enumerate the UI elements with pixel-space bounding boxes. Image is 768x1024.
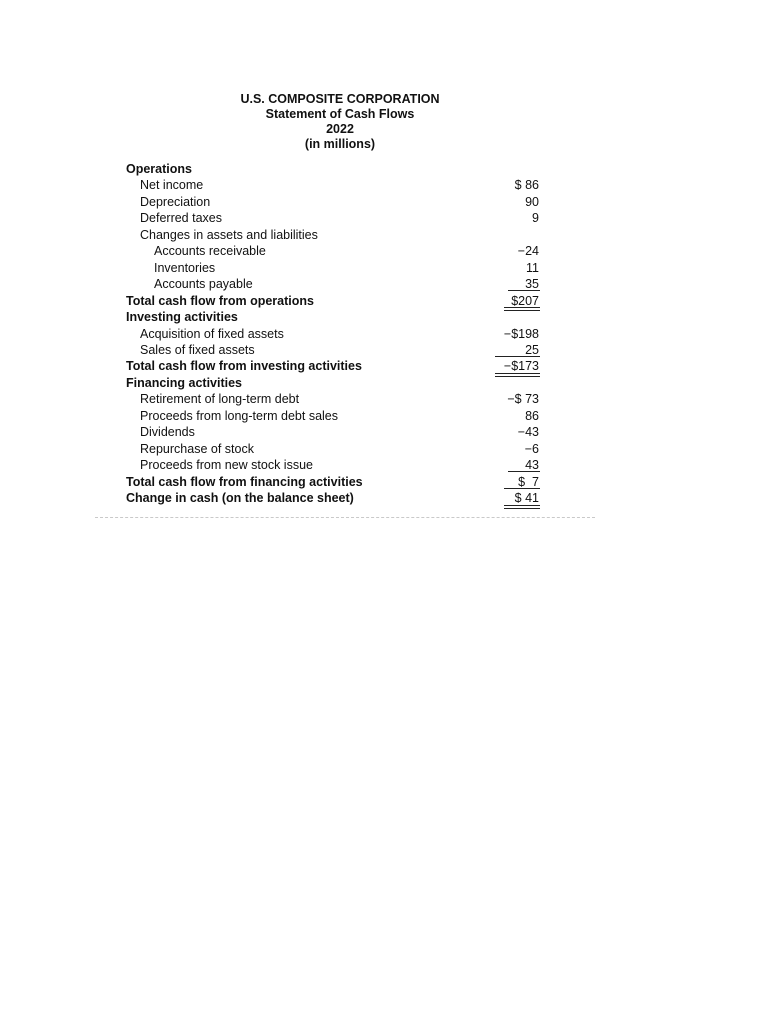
statement-row xyxy=(0,408,768,424)
statement-row xyxy=(0,177,768,193)
row-amount: −24 xyxy=(517,244,539,259)
statement-units: (in millions) xyxy=(304,137,376,151)
total-double-rule-top xyxy=(504,505,540,506)
row-label: Operations xyxy=(126,162,192,176)
statement-row xyxy=(0,309,768,325)
row-amount: 9 xyxy=(532,211,539,226)
row-amount: $ 41 xyxy=(514,491,539,505)
company-name: U.S. COMPOSITE CORPORATION xyxy=(240,92,440,106)
statement-row xyxy=(0,161,768,177)
statement-row xyxy=(0,358,768,374)
total-double-rule-top xyxy=(495,373,540,374)
row-label: Changes in assets and liabilities xyxy=(140,227,318,242)
row-amount: 86 xyxy=(525,408,539,423)
row-amount: 90 xyxy=(525,194,539,209)
row-label: Inventories xyxy=(154,260,216,275)
statement-row xyxy=(0,375,768,391)
statement-row xyxy=(0,326,768,342)
statement-row xyxy=(0,227,768,243)
statement-title: Statement of Cash Flows xyxy=(265,107,415,121)
row-label: Financing activities xyxy=(126,375,243,390)
row-label: Change in cash (on the balance sheet) xyxy=(126,491,354,505)
row-label: Accounts receivable xyxy=(154,244,266,259)
row-amount: −6 xyxy=(524,441,539,456)
row-label: Repurchase of stock xyxy=(140,441,254,456)
row-amount: $ 86 xyxy=(514,178,539,193)
total-double-rule-top xyxy=(504,307,540,308)
row-label: Retirement of long-term debt xyxy=(140,392,300,407)
row-label: Dividends xyxy=(140,425,195,440)
statement-row xyxy=(0,424,768,440)
row-label: Total cash flow from financing activities xyxy=(126,474,363,489)
row-amount: −$173 xyxy=(503,359,539,374)
total-rule xyxy=(504,488,540,489)
row-amount: −$198 xyxy=(503,326,539,341)
row-label: Net income xyxy=(140,178,204,193)
row-label: Acquisition of fixed assets xyxy=(140,326,284,341)
row-label: Proceeds from new stock issue xyxy=(140,458,313,473)
total-double-rule-bottom xyxy=(495,376,540,377)
statement-row xyxy=(0,210,768,226)
statement-row xyxy=(0,474,768,490)
statement-row xyxy=(0,342,768,358)
row-label: Proceeds from long-term debt sales xyxy=(140,408,339,423)
total-double-rule-bottom xyxy=(504,310,540,311)
statement-row xyxy=(0,293,768,309)
statement-row xyxy=(0,457,768,473)
statement-row xyxy=(0,441,768,457)
scan-edge-line xyxy=(95,517,595,518)
row-amount: 35 xyxy=(525,277,539,292)
statement-year: 2022 xyxy=(326,122,354,136)
row-label: Investing activities xyxy=(126,310,238,325)
subtotal-rule xyxy=(508,290,540,291)
statement-row xyxy=(0,194,768,210)
statement-row xyxy=(0,490,768,506)
row-amount: $207 xyxy=(511,293,539,308)
subtotal-rule xyxy=(508,471,540,472)
row-amount: $ 7 xyxy=(518,474,539,489)
statement-row xyxy=(0,276,768,292)
row-amount: −$ 73 xyxy=(507,392,539,407)
row-amount: 25 xyxy=(525,342,539,357)
statement-row xyxy=(0,391,768,407)
row-amount: 11 xyxy=(526,260,539,275)
row-label: Total cash flow from investing activities xyxy=(126,359,362,374)
statement-row xyxy=(0,260,768,276)
total-double-rule-bottom xyxy=(504,508,540,509)
row-label: Depreciation xyxy=(140,194,211,209)
row-label: Deferred taxes xyxy=(140,211,222,226)
row-amount: −43 xyxy=(517,425,539,440)
row-label: Sales of fixed assets xyxy=(140,342,255,357)
row-label: Accounts payable xyxy=(154,277,253,292)
row-label: Total cash flow from operations xyxy=(126,293,314,308)
subtotal-rule xyxy=(495,356,540,357)
row-amount: 43 xyxy=(525,458,539,473)
statement-row xyxy=(0,243,768,259)
